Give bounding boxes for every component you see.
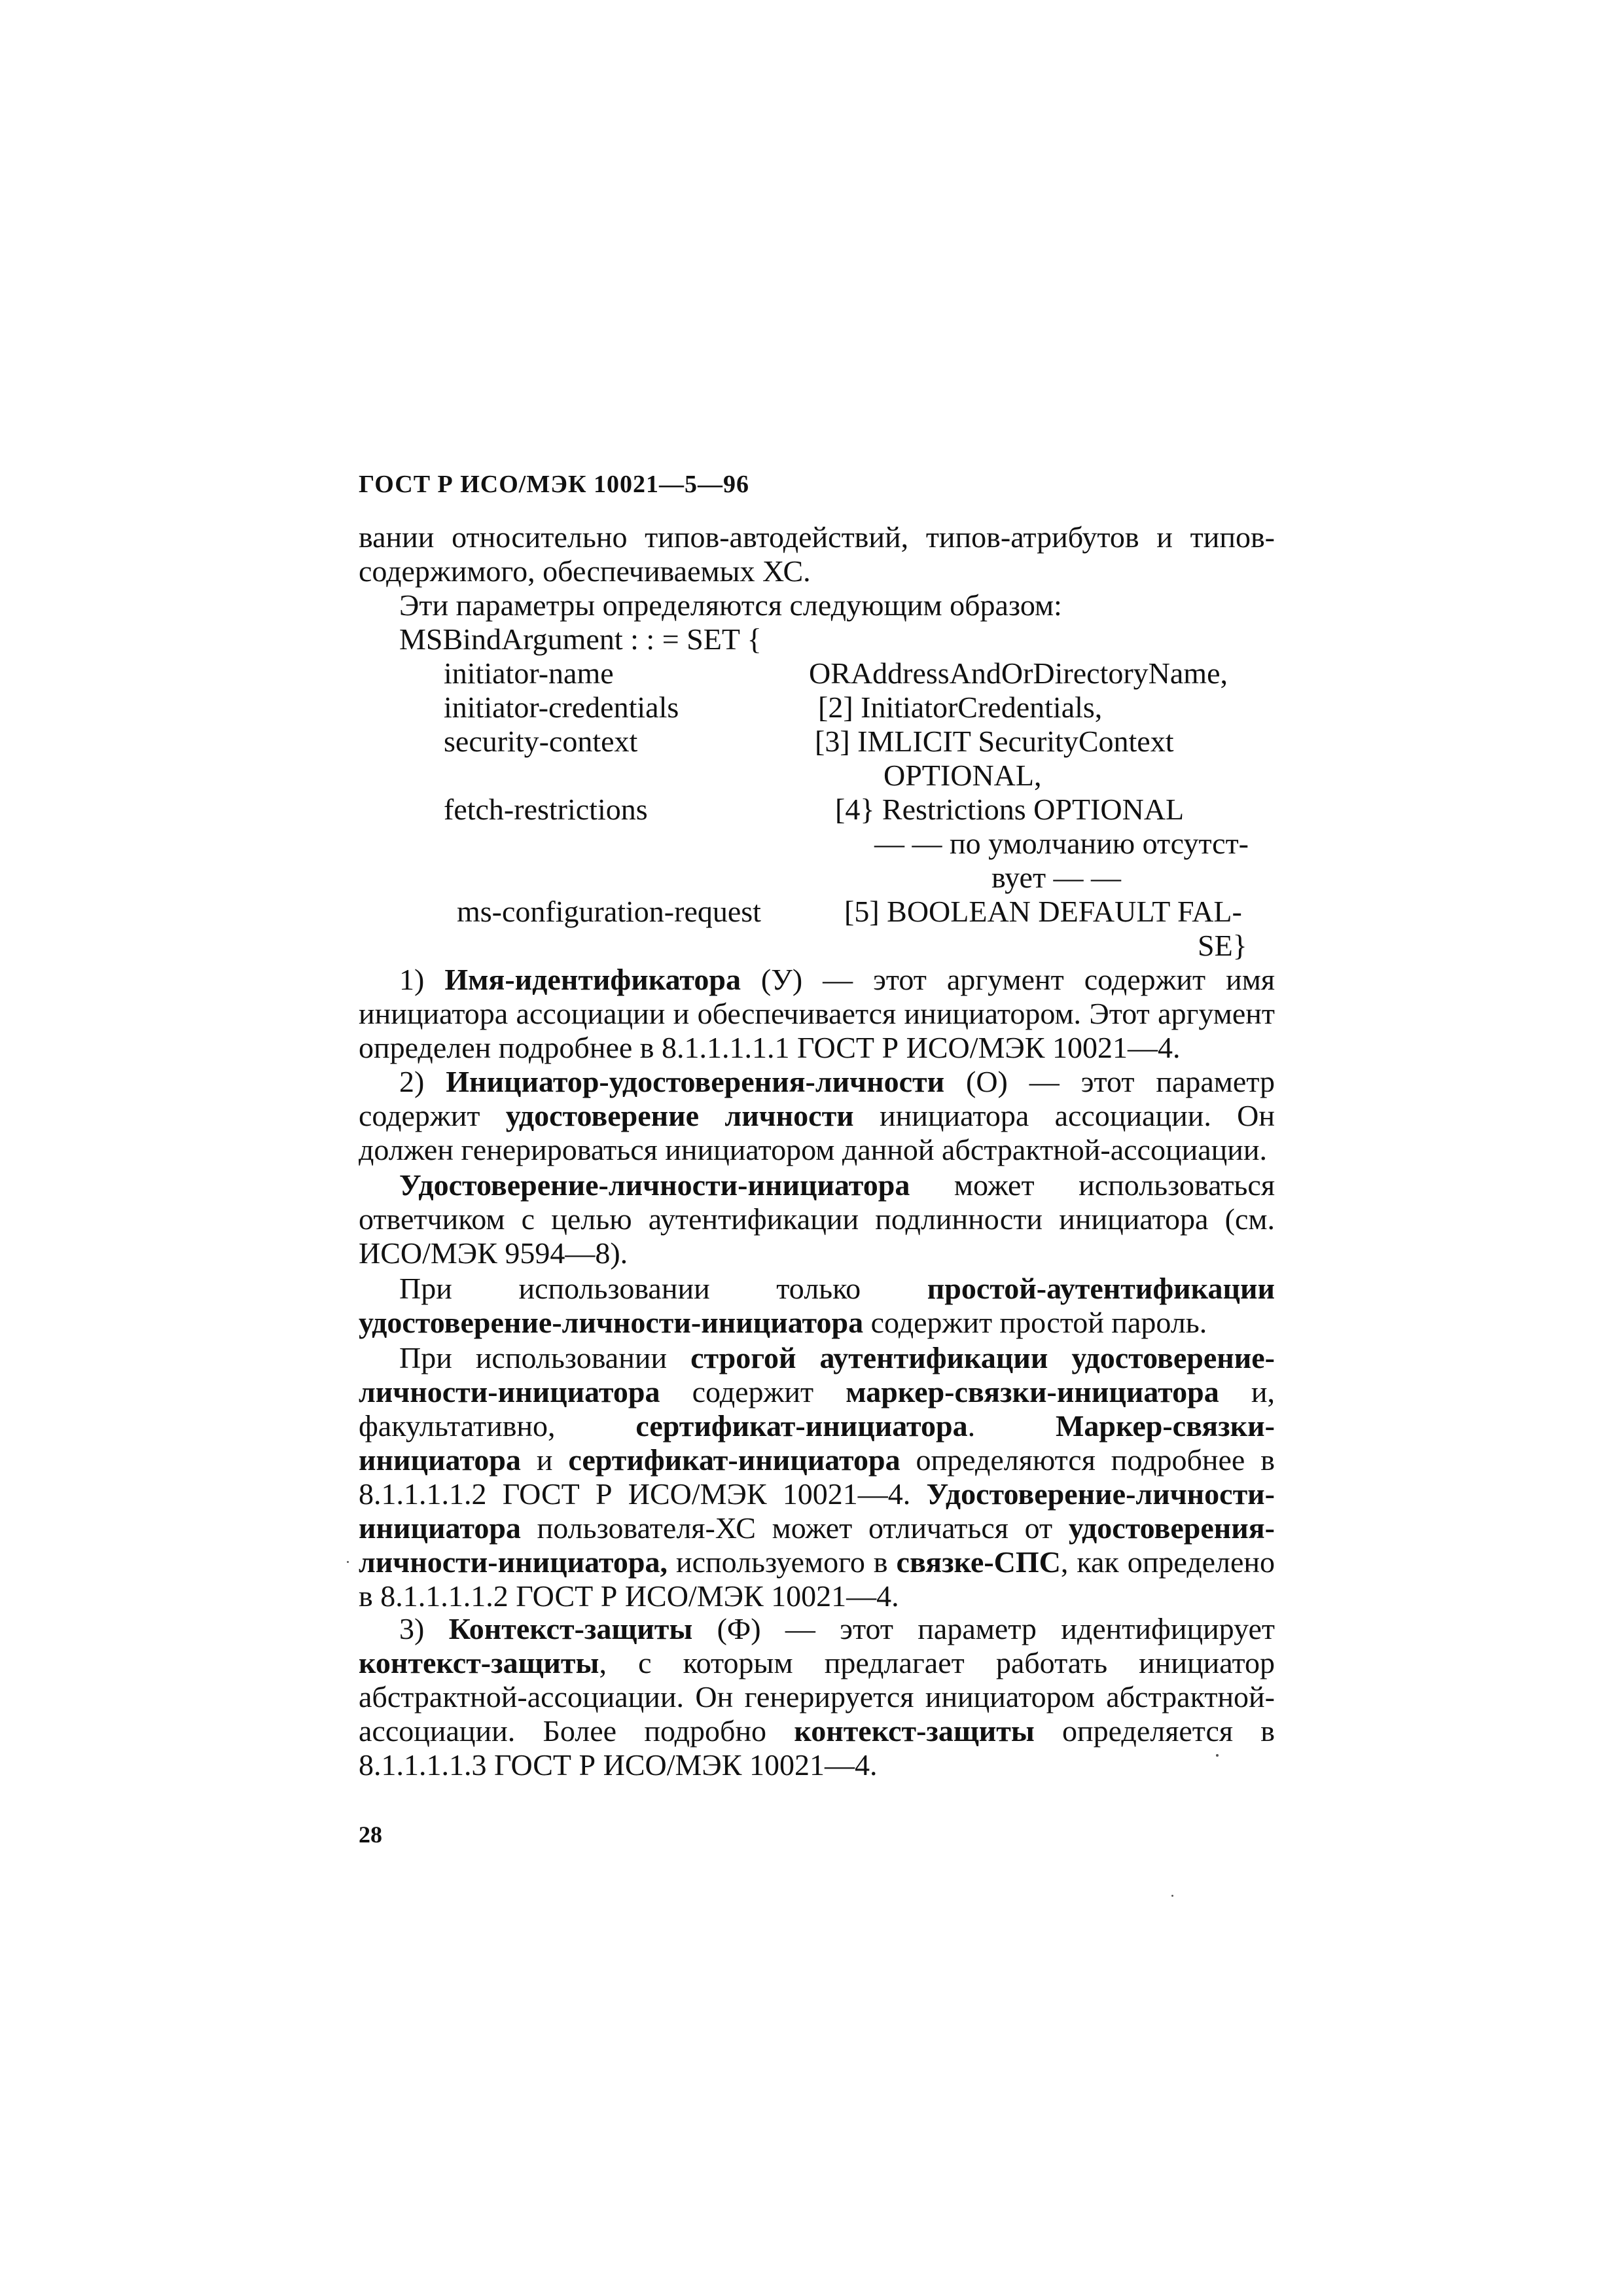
term: Удостоверение-личности-инициатора [359,1477,1275,1545]
term: Маркер-связки-инициатора [359,1409,1275,1477]
paragraph-strong-auth: При использовании строгой аутентификации удостоверение-личности-инициатора содержит маркер-связки-инициатора и, факультативно, сертификат-инициатора. Маркер-связки-инициатора и сертификат-инициатора определяются подробнее в 8.1.1.1.1.2 ГОСТ Р ИСО/МЭК 10021—4. Удостоверение-личности-инициатора пользователя-ХС может отличаться от удостоверения-личности-инициатора, используемого в связке-СПС, как определено в 8.1.1.1.1.2 ГОСТ Р ИСО/МЭК 10021—4. [359,1341,1275,1613]
asn-comment-cont: вует — — [991,861,1122,894]
scan-speck [347,1561,349,1563]
term: контекст-защиты [794,1714,1035,1748]
term: сертификат-инициатора [635,1409,968,1443]
continuation-paragraph: вании относительно типов-автодействий, типов-атрибутов и типов-содержимого, обеспечиваемых ХС. [359,520,1275,588]
term: строгой аутентификации удостоверение-личности-инициатора [359,1341,1275,1408]
term: связке-СПС [896,1545,1061,1579]
asn-field-type-cont: SE} [1198,929,1247,962]
term: простой-аутентификации удостоверение-личности-инициатора [359,1272,1275,1339]
paragraph-security-context: 3) Контекст-защиты (Ф) — этот параметр идентифицирует контекст-защиты, с которым предлагает работать инициатор абстрактной-ассоциации. Он генерируется инициатором абстрактной-ассоциации. Более подробно контекст-защиты определяется в 8.1.1.1.1.3 ГОСТ Р ИСО/МЭК 10021—4. [359,1612,1275,1782]
intro-paragraph: Эти параметры определяются следующим образом: [399,588,1062,622]
asn-comment: — — по умолчанию отсутст- [874,827,1249,860]
term: удостоверение личности [505,1099,854,1132]
term: маркер-связки-инициатора [846,1375,1219,1408]
paragraph-credentials-usage: Удостоверение-личности-инициатора может использоваться ответчиком с целью аутентификации подлинности инициатора (см. ИСО/МЭК 9594—8). [359,1168,1275,1270]
paragraph-simple-auth: При использовании только простой-аутентификации удостоверение-личности-инициатора содержит простой пароль. [359,1272,1275,1339]
term: Контекст-защиты [448,1612,693,1645]
asn-field-type: [5] BOOLEAN DEFAULT FAL- [844,895,1242,928]
asn-field-type-cont: OPTIONAL, [883,759,1042,792]
term: контекст-защиты [359,1646,599,1679]
term: Удостоверение-личности-инициатора [399,1168,910,1202]
asn-field-name: initiator-name [444,656,614,690]
term: удостоверения-личности-инициатора, [359,1511,1275,1579]
term: сертификат-инициатора [568,1443,901,1477]
paragraph-initiator-name: 1) Имя-идентификатора (У) — этот аргумент содержит имя инициатора ассоциации и обеспечивается инициатором. Этот аргумент определен подробнее в 8.1.1.1.1.1 ГОСТ Р ИСО/МЭК 10021—4. [359,963,1275,1064]
paragraph-initiator-credentials: 2) Инициатор-удостоверения-личности (О) — этот параметр содержит удостоверение личности инициатора ассоциации. Он должен генерироваться инициатором данной абстрактной-ассоциации. [359,1065,1275,1166]
asn-field-type: [2] InitiatorCredentials, [818,691,1103,724]
asn-field-name: fetch-restrictions [444,793,648,826]
asn-field-name: ms-configuration-request [457,895,761,928]
asn-opening: MSBindArgument : : = SET { [399,622,762,656]
page-number: 28 [359,1821,382,1848]
scan-speck [1171,1895,1173,1897]
document-header: ГОСТ Р ИСО/МЭК 10021—5—96 [359,471,750,498]
term: Инициатор-удостоверения-личности [446,1065,945,1098]
asn-field-type: [3] IMLICIT SecurityContext [815,725,1174,758]
scan-speck [1216,1754,1219,1757]
asn-field-name: initiator-credentials [444,691,679,724]
term: Имя-идентификатора [444,963,741,996]
asn-field-name: security-context [444,725,638,758]
asn-field-type: ORAddressAndOrDirectoryName, [809,656,1228,690]
asn-field-type: [4} Restrictions OPTIONAL [835,793,1185,826]
